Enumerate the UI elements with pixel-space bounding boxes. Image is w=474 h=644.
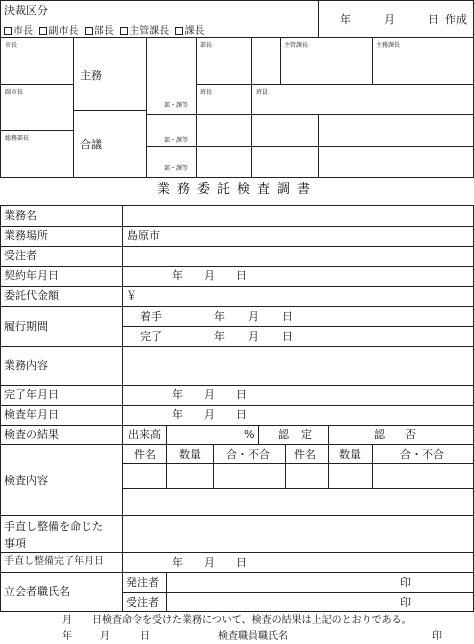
label-kensa-naiyo: 検査内容: [4, 474, 48, 487]
label-gyomu-mei: 業務名: [4, 209, 37, 222]
approver-bucho: 部長: [200, 42, 213, 49]
keiyaku-year: 年: [172, 269, 183, 282]
approver-fukushicho: 副市長: [5, 89, 24, 96]
approver-shukankacho: 主管課長: [284, 42, 309, 49]
checkbox[interactable]: [4, 27, 12, 35]
percent-mark: %: [244, 428, 255, 441]
kessai-label: 決裁区分: [4, 4, 48, 17]
kanryo-ymd-day: 日: [236, 388, 247, 401]
label-kensa-ymd: 検査年月日: [4, 408, 59, 421]
label-rikou-kikan: 履行期間: [4, 320, 48, 333]
option-shukankacho[interactable]: 主管課長: [120, 26, 169, 37]
form-title: 業務委託検査調書: [156, 182, 317, 197]
checkbox[interactable]: [39, 27, 47, 35]
option-bucho[interactable]: 部長: [85, 26, 114, 37]
label-tenaoshi-1: 手直し整備を命じた: [4, 520, 103, 533]
kanryo-year: 年: [214, 330, 225, 343]
yen-mark: ￥: [126, 289, 137, 302]
col-kenmei-2: 件名: [294, 448, 316, 461]
field-tenaoshi[interactable]: [123, 516, 473, 551]
footer-day: 日: [140, 631, 150, 642]
option-shicho[interactable]: 市長: [4, 26, 33, 37]
kanryo-ymd-month: 月: [204, 388, 215, 401]
approver-shumukacho: 主務課長: [376, 42, 401, 49]
col-gohi-1: 合・不合: [226, 448, 270, 461]
label-tachiai: 立会者職氏名: [4, 585, 70, 598]
kensa-ymd-year: 年: [172, 408, 183, 421]
footer-statement: 日検査命令を受けた業務について、検査の結果は上記のとおりである。: [92, 615, 412, 626]
label-gyomu-naiyo: 業務内容: [4, 359, 48, 372]
approver-somubucho: 総務部長: [5, 135, 30, 142]
kanryo-label: 完了: [140, 330, 162, 343]
hacchusha-in: 印: [400, 576, 411, 589]
footer-month: 月: [62, 615, 72, 626]
kanryo-day: 日: [282, 330, 293, 343]
section-gogi: 合議: [80, 138, 102, 151]
approver-hanin: 班員: [256, 89, 269, 96]
label-tenaoshi-kanryo: 手直し整備完了年月日: [4, 556, 104, 567]
field-gyomu-basho[interactable]: 島原市: [127, 229, 160, 242]
kanryo-ymd-year: 年: [172, 388, 183, 401]
date-year: 年: [340, 13, 351, 26]
tenaoshi-month: 月: [204, 556, 215, 569]
col-kenmei-1: 件名: [134, 448, 156, 461]
col-gohi-2: 合・不合: [400, 448, 444, 461]
jutyusha-in: 印: [400, 596, 411, 609]
keiyaku-month: 月: [204, 269, 215, 282]
label-itaku-kingaku: 委託代金額: [4, 289, 59, 302]
chakushu-label: 着手: [140, 310, 162, 323]
field-gyomu-mei[interactable]: [123, 206, 473, 225]
checkbox[interactable]: [85, 27, 93, 35]
field-gyomu-naiyo[interactable]: [123, 347, 473, 384]
date-day: 日: [428, 13, 439, 26]
kensa-ymd-day: 日: [236, 408, 247, 421]
kensa-ymd-month: 月: [204, 408, 215, 421]
nintei-label: 認定: [278, 428, 324, 441]
approver-shicho: 市長: [5, 42, 18, 49]
jutyusha2-label: 受注者: [126, 596, 159, 609]
keiyaku-day: 日: [236, 269, 247, 282]
col-suryo-1: 数量: [179, 448, 201, 461]
checkbox[interactable]: [175, 27, 183, 35]
hinin-label: 認否: [374, 428, 436, 441]
section-shumu: 主務: [80, 69, 102, 82]
bu-kacho-label-2: 部・課等: [164, 137, 189, 144]
bu-kacho-label-1: 部・課等: [164, 102, 189, 109]
label-jutyusha: 受注者: [4, 249, 37, 262]
label-kensa-kekka: 検査の結果: [4, 428, 59, 441]
date-month: 月: [384, 13, 395, 26]
kessai-options: [4, 22, 204, 37]
label-tenaoshi-2: 事項: [4, 537, 26, 550]
kanryo-month: 月: [248, 330, 259, 343]
label-gyomu-basho: 業務場所: [4, 229, 48, 242]
field-jutyusha[interactable]: [123, 247, 473, 265]
option-fukushicho[interactable]: 副市長: [39, 26, 78, 37]
tenaoshi-day: 日: [236, 556, 247, 569]
approval-box: [0, 37, 474, 178]
approver-hancho: 班長: [200, 89, 213, 96]
chakushu-month: 月: [248, 310, 259, 323]
date-suffix: 作成: [445, 13, 467, 26]
chakushu-year: 年: [214, 310, 225, 323]
footer-year: 年: [62, 631, 72, 642]
footer-in: 印: [432, 631, 442, 642]
bu-kacho-label-3: 部・課等: [164, 165, 189, 172]
checkbox[interactable]: [120, 27, 128, 35]
hacchusha-label: 発注者: [126, 576, 159, 589]
tenaoshi-year: 年: [172, 556, 183, 569]
footer-inspector-label: 検査職員職氏名: [218, 631, 288, 642]
dekidaka-label: 出来高: [128, 428, 161, 441]
footer-month2: 月: [100, 631, 110, 642]
label-kanryo-ymd: 完了年月日: [4, 388, 59, 401]
chakushu-day: 日: [282, 310, 293, 323]
col-suryo-2: 数量: [339, 448, 361, 461]
label-keiyaku-ymd: 契約年月日: [4, 269, 59, 282]
option-kacho[interactable]: 課長: [175, 26, 204, 37]
